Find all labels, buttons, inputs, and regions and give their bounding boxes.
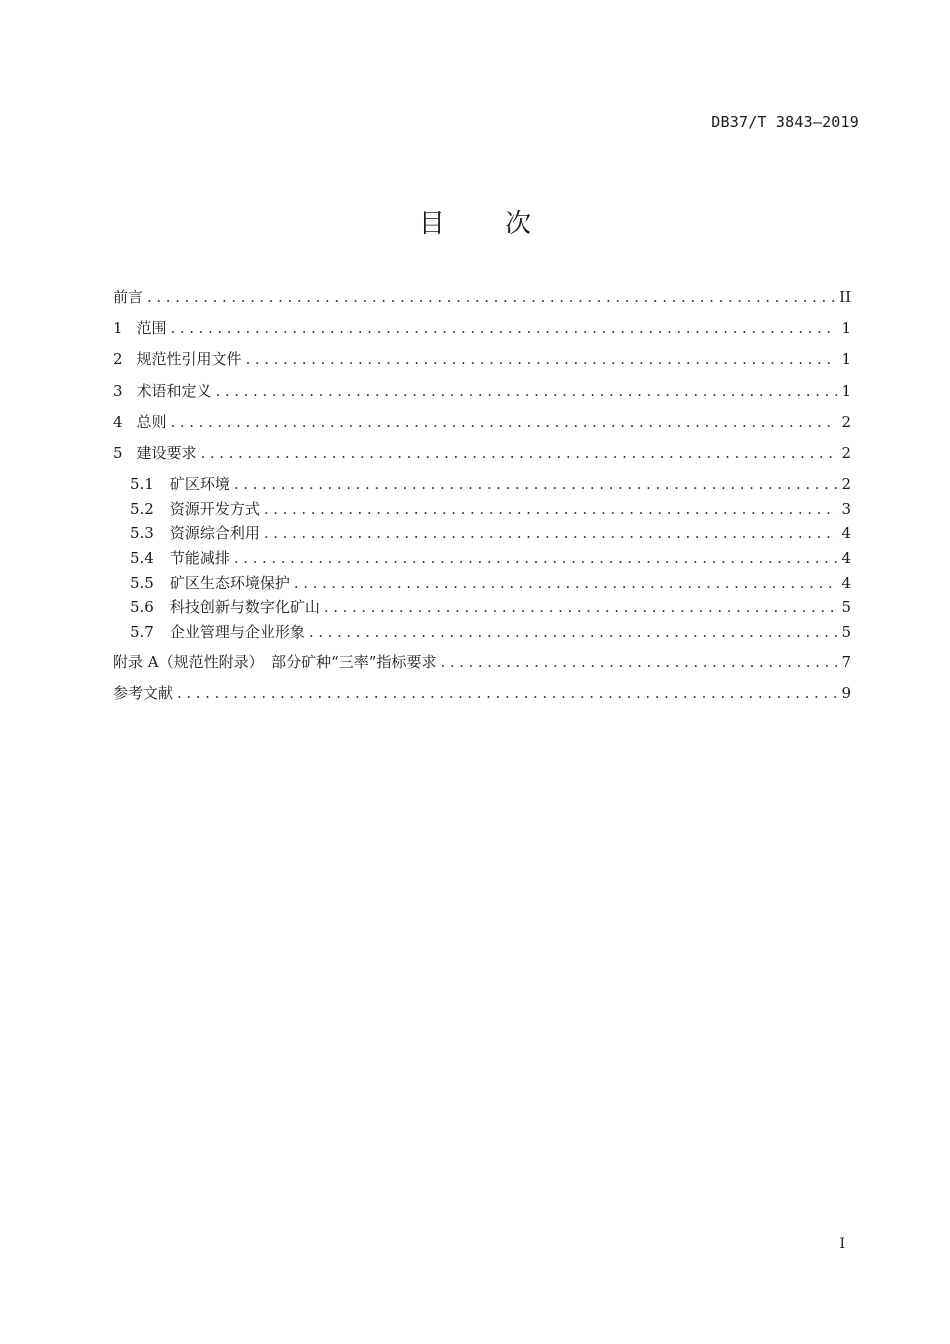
toc-dot-leader bbox=[216, 382, 837, 400]
toc-entry-page: 4 bbox=[841, 573, 851, 592]
toc-dot-leader bbox=[309, 623, 837, 641]
toc-entry-label: 前言 bbox=[113, 288, 144, 306]
toc-entry-label: 范围 bbox=[136, 319, 167, 338]
toc-entry-page: 2 bbox=[841, 443, 851, 462]
toc-entry-construction-requirements[interactable] bbox=[113, 442, 851, 473]
toc-entry-page: 5 bbox=[841, 598, 851, 617]
toc-entry-terms-definitions[interactable] bbox=[113, 380, 851, 411]
toc-entry-appendix-a[interactable] bbox=[113, 651, 851, 682]
toc-entry-page: 4 bbox=[841, 524, 851, 543]
toc-dot-leader bbox=[147, 288, 835, 306]
toc-entry-number: 5.1 bbox=[130, 475, 154, 494]
toc-subentry-energy-saving[interactable] bbox=[113, 547, 851, 572]
toc-subentry-digital-mine[interactable] bbox=[113, 596, 851, 621]
toc-entry-label: 科技创新与数字化矿山 bbox=[169, 598, 320, 617]
toc-entry-label: 矿区生态环境保护 bbox=[169, 573, 290, 592]
toc-subentry-enterprise-management[interactable] bbox=[113, 621, 851, 646]
toc-entry-page: 9 bbox=[841, 684, 851, 703]
toc-dot-leader bbox=[171, 413, 837, 431]
toc-dot-leader bbox=[177, 684, 837, 702]
toc-entry-label: 节能减排 bbox=[169, 548, 230, 567]
toc-entry-scope[interactable] bbox=[113, 317, 851, 348]
toc-dot-leader bbox=[201, 444, 837, 462]
toc-entry-label: 矿区环境 bbox=[169, 475, 230, 494]
toc-entry-label: 资源开发方式 bbox=[169, 499, 260, 518]
toc-entry-page: 4 bbox=[841, 548, 851, 567]
toc-entry-number: 4 bbox=[113, 412, 123, 431]
document-code: DB37/T 3843—2019 bbox=[711, 113, 859, 131]
toc-entry-page: 1 bbox=[841, 319, 851, 338]
toc-entry-number: 5.2 bbox=[130, 499, 154, 518]
toc-subentry-development-method[interactable] bbox=[113, 498, 851, 523]
toc-entry-general[interactable] bbox=[113, 411, 851, 442]
toc-entry-number: 5.3 bbox=[130, 524, 154, 543]
toc-entry-number: 1 bbox=[113, 319, 123, 338]
toc-entry-normative-references[interactable] bbox=[113, 348, 851, 379]
toc-entry-page: 2 bbox=[841, 475, 851, 494]
toc-entry-label: 总则 bbox=[136, 412, 167, 431]
toc-dot-leader bbox=[264, 500, 837, 518]
toc-entry-label: 建设要求 bbox=[136, 443, 197, 462]
toc-entry-page: 3 bbox=[841, 499, 851, 518]
toc-entry-number: 5.6 bbox=[130, 598, 154, 617]
toc-entry-page: 7 bbox=[841, 653, 851, 672]
toc-entry-label: 企业管理与企业形象 bbox=[169, 622, 305, 641]
toc-entry-page: 1 bbox=[841, 381, 851, 400]
toc-entry-bibliography[interactable] bbox=[113, 682, 851, 713]
toc-entry-label: 参考文献 bbox=[113, 684, 174, 703]
toc-dot-leader bbox=[246, 350, 837, 368]
toc-entry-label: 规范性引用文件 bbox=[136, 350, 242, 369]
toc-subentry-comprehensive-utilization[interactable] bbox=[113, 522, 851, 547]
toc-dot-leader bbox=[171, 319, 837, 337]
toc-entry-number: 2 bbox=[113, 350, 123, 369]
page-number: I bbox=[839, 1236, 845, 1252]
toc-entry-number: 5.5 bbox=[130, 573, 154, 592]
toc-entry-label: 术语和定义 bbox=[136, 381, 212, 400]
toc-dot-leader bbox=[440, 653, 837, 671]
toc-entry-page: 5 bbox=[841, 622, 851, 641]
table-of-contents bbox=[113, 286, 851, 714]
toc-entry-number: 5.4 bbox=[130, 548, 154, 567]
toc-dot-leader bbox=[234, 549, 837, 567]
toc-entry-number: 5 bbox=[113, 443, 123, 462]
toc-entry-number: 5.7 bbox=[130, 622, 154, 641]
toc-dot-leader bbox=[264, 524, 837, 542]
toc-entry-label: 附录 A（规范性附录） 部分矿种“三率”指标要求 bbox=[113, 653, 437, 672]
toc-entry-number: 3 bbox=[113, 381, 123, 400]
toc-entry-foreword[interactable] bbox=[113, 286, 851, 317]
toc-subentry-ecological-protection[interactable] bbox=[113, 572, 851, 597]
toc-entry-page: 1 bbox=[841, 350, 851, 369]
toc-entry-label: 资源综合利用 bbox=[169, 524, 260, 543]
toc-subentry-mine-environment[interactable] bbox=[113, 473, 851, 498]
toc-entry-page: 2 bbox=[841, 412, 851, 431]
toc-dot-leader bbox=[294, 574, 837, 592]
toc-dot-leader bbox=[234, 475, 837, 493]
toc-entry-page: II bbox=[839, 288, 851, 306]
toc-dot-leader bbox=[324, 598, 837, 616]
page-title: 目 次 bbox=[418, 209, 558, 239]
